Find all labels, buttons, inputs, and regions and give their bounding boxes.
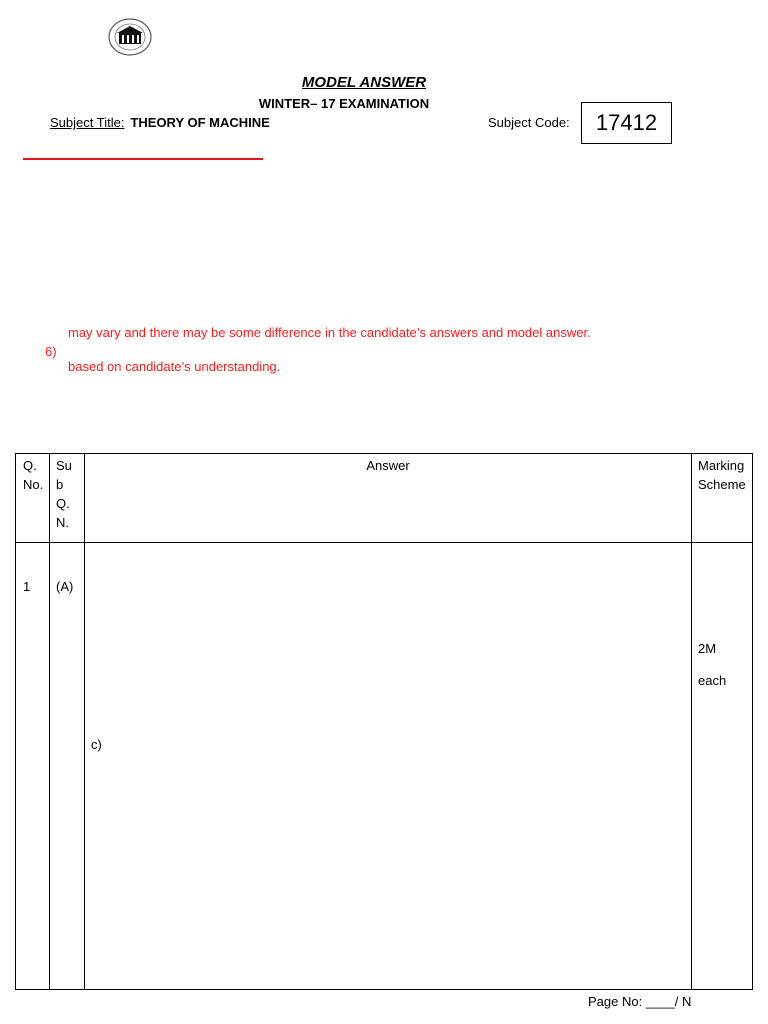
answer-marker: c) [91,737,102,752]
header-answer: Answer [366,458,410,473]
column-divider [691,454,692,989]
header-marking-scheme: Marking Scheme [698,458,746,492]
marks-note: each [698,673,727,688]
column-divider [84,454,85,989]
note-line-1: may vary and there may be some difference in the candidate’s answers and model answer. [68,325,591,340]
note-number: 6) [45,344,57,359]
note-line-2: based on candidate’s understanding. [68,359,281,374]
subject-title [50,115,270,130]
marks-value: 2M [698,641,717,656]
document-title: MODEL ANSWER [301,74,427,91]
exam-session: WINTER– 17 EXAMINATION [258,96,430,111]
row-question-no: 1 [23,579,31,594]
subject-code-box: 17412 [581,102,672,144]
institution-seal-logo [107,17,153,57]
red-divider [23,158,263,160]
header-divider [16,542,752,543]
row-sub-question: (A) [56,579,74,594]
subject-code-label: Subject Code: [488,115,570,130]
page-number: Page No: ____/ N [588,994,692,1009]
subject-title-label: Subject Title: [50,115,125,130]
column-divider [49,454,50,989]
answer-table [15,453,753,990]
subject-title-value: THEORY OF MACHINE [130,115,270,130]
header-question-no: Q. No. [23,458,44,492]
header-sub-question: Sub Q. N. [56,458,72,530]
